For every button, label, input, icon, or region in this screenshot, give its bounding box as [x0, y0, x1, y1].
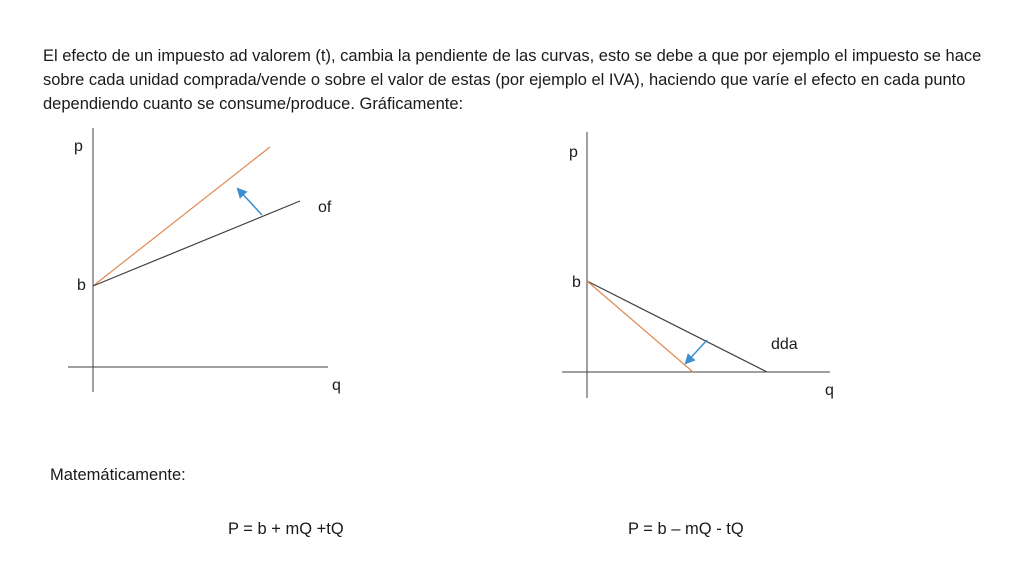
supply-original-curve: [93, 201, 300, 286]
supply-diagram: [68, 128, 341, 394]
supply-intercept-label: b: [77, 277, 86, 294]
supply-taxed-curve: [93, 147, 270, 286]
math-heading: Matemáticamente:: [50, 466, 186, 484]
demand-equation: P = b – mQ - tQ: [628, 520, 744, 538]
demand-diagram: [562, 132, 834, 399]
demand-rotation-arrow: [686, 340, 707, 363]
supply-equation: P = b + mQ +tQ: [228, 520, 344, 538]
supply-x-axis-label: q: [332, 377, 341, 394]
intro-paragraph: El efecto de un impuesto ad valorem (t), cambia la pendiente de las curvas, esto se debe a que por ejemplo el impuesto se hace sobre cada unidad comprada/vende o sobre el valor de estas (por ejemplo el IVA), haciendo que varíe el efecto en cada punto dependiendo cuanto se consume/produce. Gráficamente:: [43, 47, 982, 113]
supply-y-axis-label: p: [74, 138, 83, 155]
supply-curve-label: of: [318, 199, 332, 216]
demand-intercept-label: b: [572, 274, 581, 291]
demand-x-axis-label: q: [825, 382, 834, 399]
demand-y-axis-label: p: [569, 144, 578, 161]
supply-rotation-arrow: [238, 189, 262, 215]
demand-curve-label: dda: [771, 336, 798, 353]
